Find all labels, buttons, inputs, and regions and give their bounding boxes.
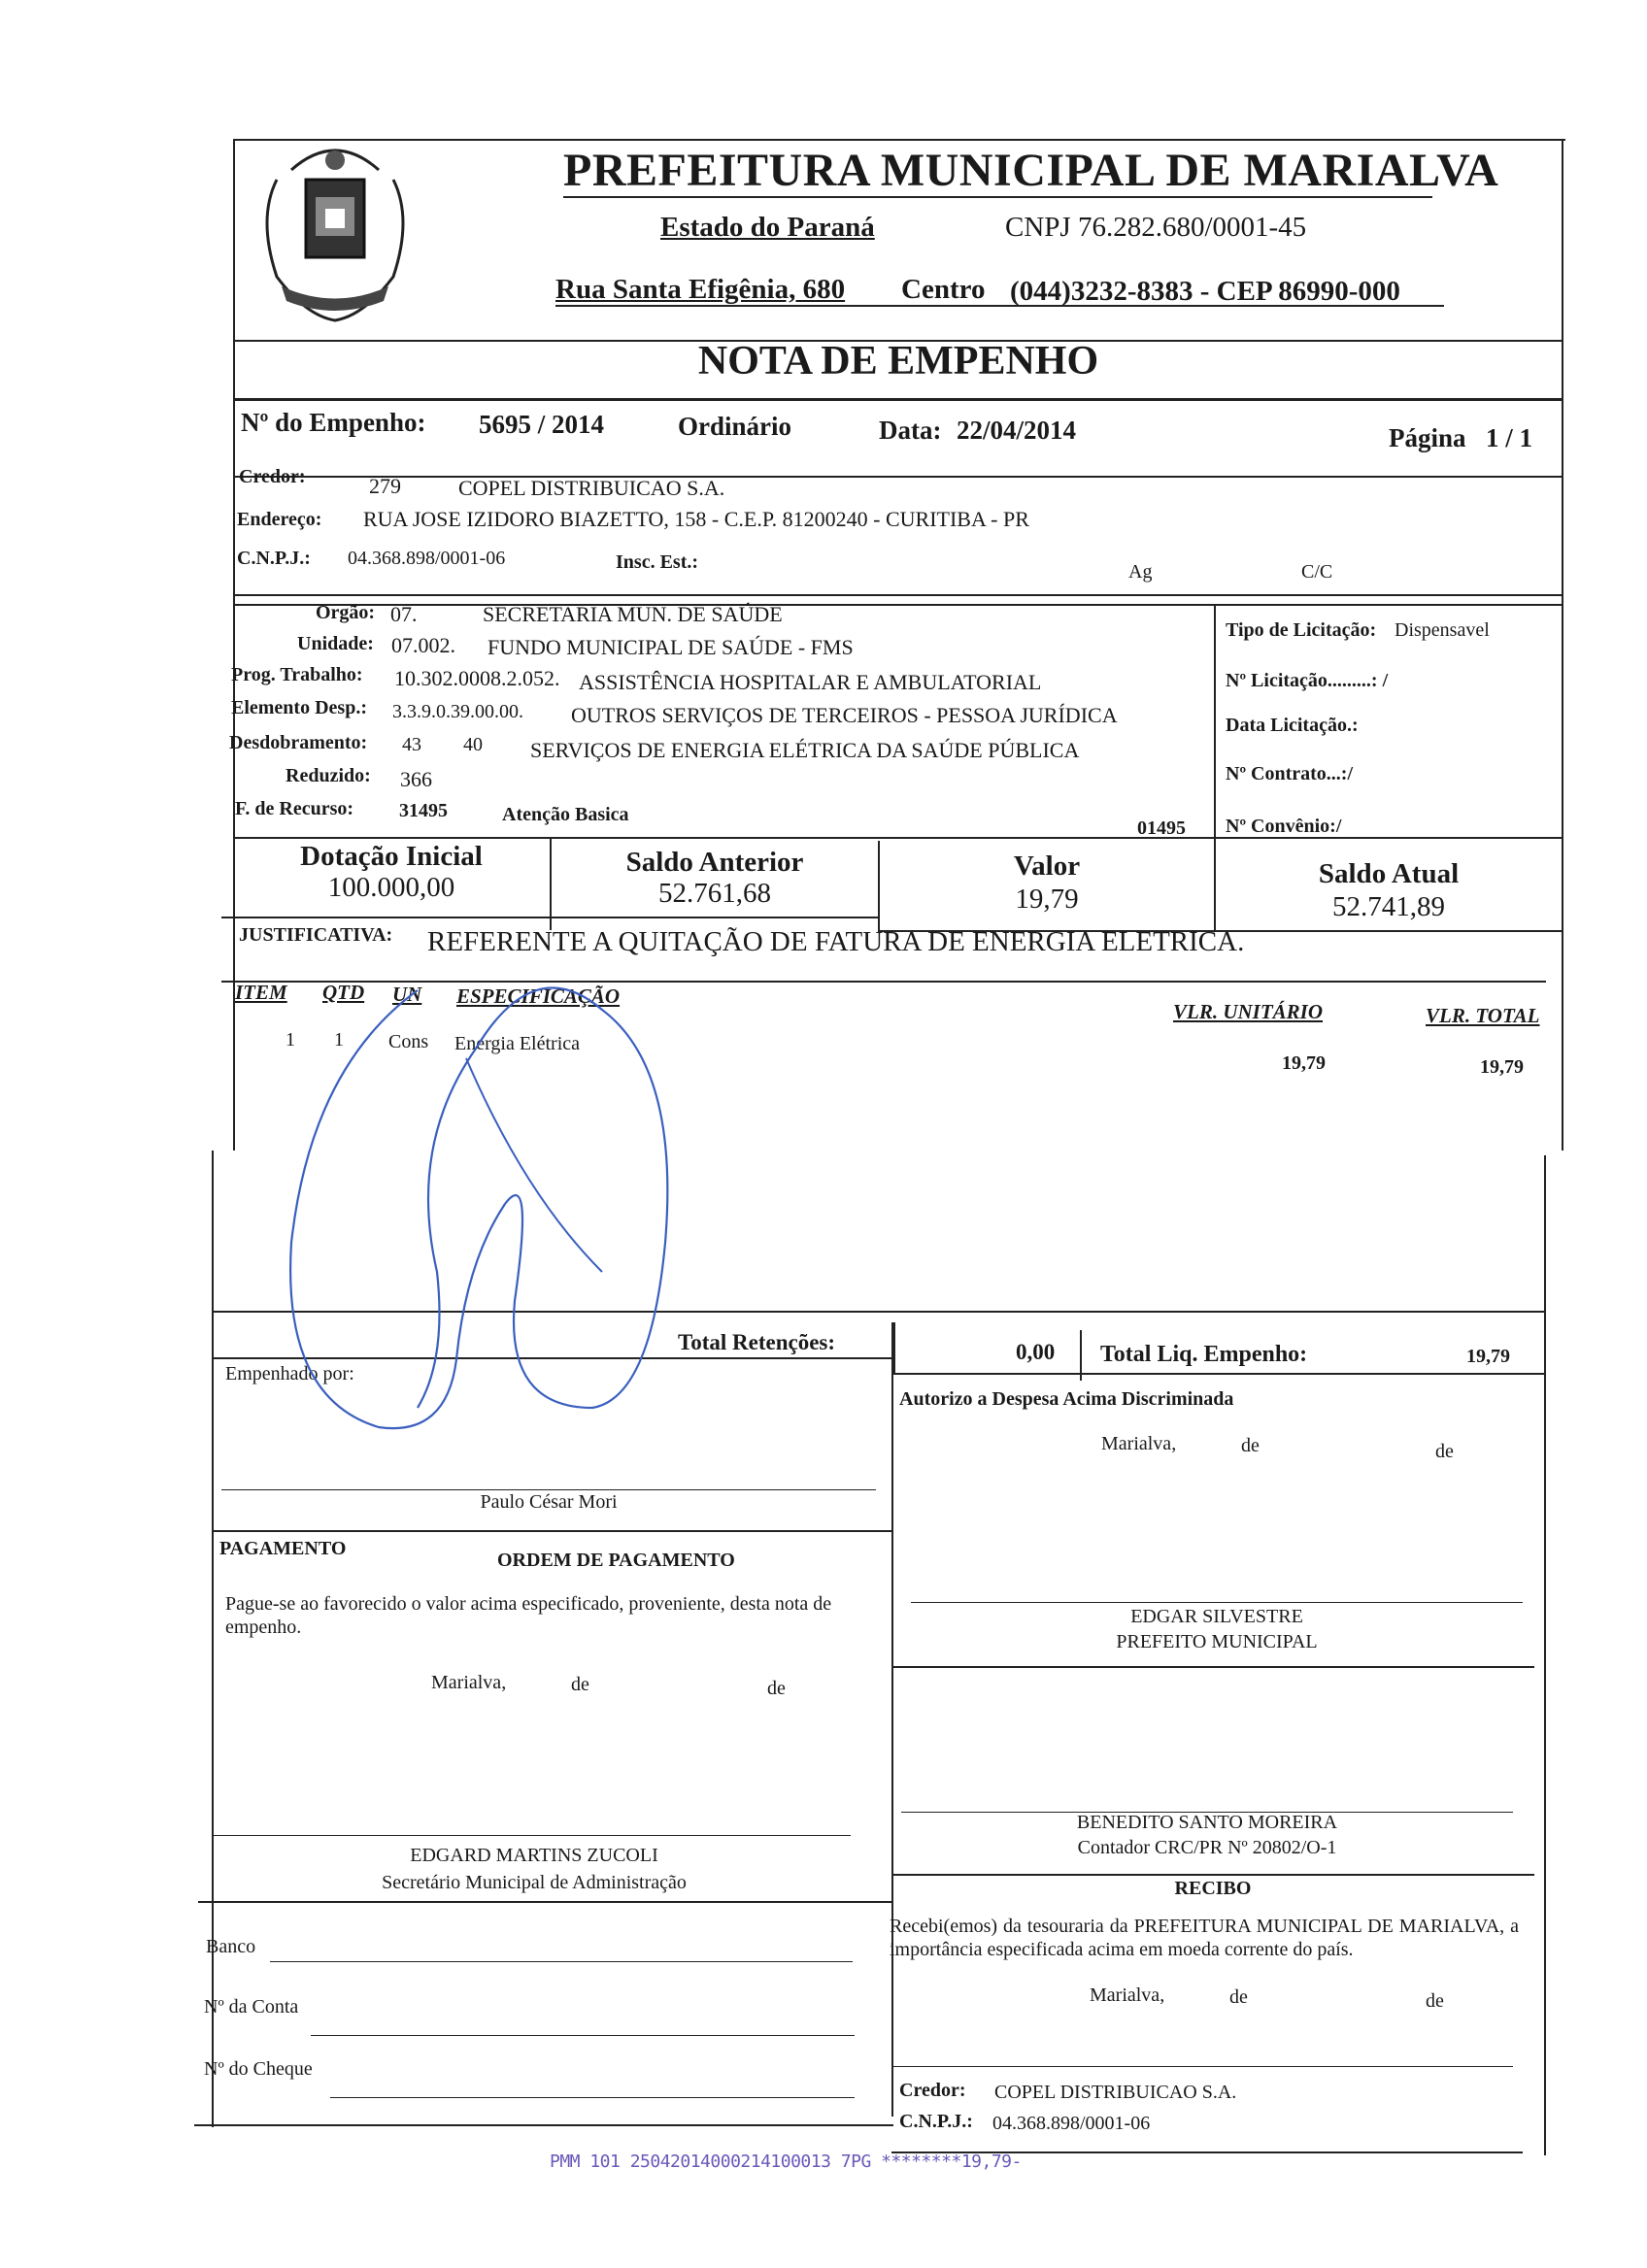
retencoes-label: Total Retenções: bbox=[678, 1330, 836, 1354]
desdobramento-code1: 43 bbox=[402, 734, 421, 755]
org-title: PREFEITURA MUNICIPAL DE MARIALVA bbox=[563, 145, 1499, 196]
credor-name: COPEL DISTRIBUICAO S.A. bbox=[458, 476, 725, 500]
pag-marialva: Marialva, bbox=[431, 1672, 507, 1693]
bottom-rule-left bbox=[194, 2124, 893, 2126]
address-underline bbox=[555, 305, 1444, 307]
state-name: Estado do Paraná bbox=[660, 212, 875, 243]
unidade-name: FUNDO MUNICIPAL DE SAÚDE - FMS bbox=[487, 635, 854, 659]
valor-value: 19,79 bbox=[1015, 884, 1079, 915]
elemento-code: 3.3.9.0.39.00.00. bbox=[392, 701, 523, 722]
signer-2-role: Secretário Municipal de Administração bbox=[382, 1872, 687, 1893]
col-un-header: UN bbox=[392, 983, 422, 1006]
elemento-label: Elemento Desp.: bbox=[231, 697, 367, 718]
conta-line[interactable] bbox=[311, 2035, 855, 2036]
desdobramento-code2: 40 bbox=[463, 734, 483, 755]
credor-code: 279 bbox=[369, 474, 401, 498]
document-title: NOTA DE EMPENHO bbox=[697, 339, 1099, 384]
recibo-text: Recebi(emos) da tesouraria da PREFEITURA MUNICIPAL DE MARIALVA, a importância especificada acima em moeda corrente do país. bbox=[890, 1916, 1519, 1960]
empenho-date: 22/04/2014 bbox=[957, 416, 1077, 445]
contador-name: BENEDITO SANTO MOREIRA bbox=[1076, 1812, 1338, 1833]
org-cnpj: CNPJ 76.282.680/0001-45 bbox=[1005, 212, 1307, 243]
signature-line-1 bbox=[221, 1489, 876, 1490]
title-bottom-rule bbox=[233, 398, 1563, 401]
pagamento-label: PAGAMENTO bbox=[219, 1538, 347, 1559]
empenho-number-label: Nº do Empenho: bbox=[241, 408, 426, 437]
licitacao-tipo: Dispensavel bbox=[1395, 619, 1490, 641]
contrato-number: Nº Contrato...:/ bbox=[1226, 763, 1354, 784]
item-qtd: 1 bbox=[334, 1029, 344, 1051]
licitacao-number: Nº Licitação.........: / bbox=[1226, 670, 1389, 691]
cheque-line[interactable] bbox=[330, 2097, 855, 2098]
empenhado-por-label: Empenhado por: bbox=[225, 1363, 354, 1384]
liquido-value: 19,79 bbox=[1466, 1346, 1510, 1367]
ordem-pagamento-label: ORDEM DE PAGAMENTO bbox=[497, 1550, 735, 1571]
aut-marialva: Marialva, bbox=[1101, 1433, 1177, 1454]
col-total-header: VLR. TOTAL bbox=[1426, 1004, 1540, 1027]
saldos-bottom-rule-left bbox=[221, 917, 880, 918]
credor-bottom-rule bbox=[233, 594, 1563, 596]
rec-de-1: de bbox=[1229, 1986, 1248, 2008]
prog-label: Prog. Trabalho: bbox=[231, 664, 363, 685]
banco-line[interactable] bbox=[270, 1961, 853, 1962]
recurso-code: 31495 bbox=[399, 800, 448, 821]
empenho-date-label: Data: bbox=[879, 416, 942, 445]
saldo-atual-label: Saldo Atual bbox=[1318, 858, 1460, 889]
licitacao-tipo-label: Tipo de Licitação: bbox=[1226, 619, 1377, 641]
credor-cnpj: 04.368.898/0001-06 bbox=[348, 548, 506, 569]
recibo-credor-name: COPEL DISTRIBUICAO S.A. bbox=[994, 2082, 1237, 2103]
totals-bottom-rule-left bbox=[212, 1357, 891, 1359]
orgao-code: 07. bbox=[390, 602, 418, 626]
valor-label: Valor bbox=[1013, 850, 1081, 882]
banco-top-rule bbox=[198, 1901, 891, 1903]
page-number: 1 / 1 bbox=[1486, 423, 1533, 452]
prog-name: ASSISTÊNCIA HOSPITALAR E AMBULATORIAL bbox=[579, 670, 1042, 694]
licitacao-date: Data Licitação.: bbox=[1226, 715, 1359, 736]
header-right-rule bbox=[1562, 139, 1563, 1151]
totals-top-rule bbox=[212, 1311, 1544, 1313]
credor-label: Credor: bbox=[239, 466, 306, 487]
municipal-crest-logo bbox=[238, 121, 432, 330]
contador-role: Contador CRC/PR Nº 20802/O-1 bbox=[1077, 1837, 1337, 1858]
page-label: Página bbox=[1389, 423, 1466, 452]
saldos-top-rule bbox=[233, 837, 1563, 839]
pag-de-2: de bbox=[767, 1678, 786, 1699]
signature-line-5 bbox=[891, 2066, 1513, 2067]
signer-1-name: Paulo César Mori bbox=[480, 1491, 618, 1513]
aut-de-2: de bbox=[1435, 1441, 1454, 1462]
aut-de-1: de bbox=[1241, 1435, 1260, 1456]
signer-2-name: EDGARD MARTINS ZUCOLI bbox=[410, 1845, 658, 1866]
pague-se-text: Pague-se ao favorecido o valor acima especificado, proveniente, desta nota de empenho. bbox=[225, 1593, 832, 1638]
justificativa-text: REFERENTE A QUITAÇÃO DE FATURA DE ENERGIA ELETRICA. bbox=[427, 926, 1245, 957]
pag-de-1: de bbox=[571, 1674, 589, 1695]
lower-right-rule bbox=[1544, 1155, 1546, 2155]
rec-marialva: Marialva, bbox=[1090, 1984, 1165, 2006]
convenio-number: Nº Convênio:/ bbox=[1226, 816, 1342, 837]
recibo-cnpj: 04.368.898/0001-06 bbox=[992, 2113, 1151, 2134]
recibo-title: RECIBO bbox=[1174, 1878, 1252, 1899]
retencoes-value: 0,00 bbox=[1016, 1340, 1056, 1364]
saldo-atual-value: 52.741,89 bbox=[1332, 891, 1445, 922]
col-qtd-header: QTD bbox=[322, 981, 365, 1004]
conta-label: Nº da Conta bbox=[204, 1996, 299, 2018]
totals-bottom-rule-right bbox=[893, 1373, 1544, 1375]
reduzido-code: 366 bbox=[400, 767, 432, 791]
prefeito-name: EDGAR SILVESTRE bbox=[1130, 1606, 1303, 1627]
empenho-type: Ordinário bbox=[678, 412, 792, 441]
org-title-underline bbox=[563, 196, 1432, 198]
dotacao-top-rule bbox=[233, 604, 1563, 606]
credor-address: RUA JOSE IZIDORO BIAZETTO, 158 - C.E.P. 81200240 - CURITIBA - PR bbox=[363, 507, 1029, 531]
liquido-label: Total Liq. Empenho: bbox=[1100, 1342, 1308, 1367]
recurso-name: Atenção Basica bbox=[502, 804, 629, 825]
contador-top-rule bbox=[891, 1666, 1534, 1668]
col-item-header: ITEM bbox=[235, 981, 287, 1004]
center-divider bbox=[891, 1322, 893, 2117]
item-un: Cons bbox=[388, 1031, 429, 1052]
recibo-top-rule bbox=[891, 1874, 1534, 1876]
empenho-number: 5695 / 2014 bbox=[479, 410, 605, 439]
reduzido-label: Reduzido: bbox=[286, 765, 371, 786]
cheque-label: Nº do Cheque bbox=[204, 2058, 313, 2080]
col-unit-header: VLR. UNITÁRIO bbox=[1173, 1000, 1324, 1023]
dotacao-inicial-label: Dotação Inicial bbox=[300, 841, 483, 872]
item-number: 1 bbox=[286, 1029, 295, 1051]
cnpj-label: C.N.P.J.: bbox=[237, 548, 311, 569]
unidade-label: Unidade: bbox=[297, 633, 374, 654]
saldo-anterior-label: Saldo Anterior bbox=[625, 847, 804, 878]
org-district: Centro bbox=[901, 274, 986, 305]
prog-code: 10.302.0008.2.052. bbox=[394, 666, 560, 690]
recurso-extra: 01495 bbox=[1137, 817, 1186, 839]
recibo-credor-label: Credor: bbox=[899, 2080, 966, 2101]
justificativa-label: JUSTIFICATIVA: bbox=[239, 924, 393, 946]
lower-left-rule bbox=[212, 1151, 214, 2127]
address-label: Endereço: bbox=[237, 509, 322, 530]
insc-est-label: Insc. Est.: bbox=[616, 551, 699, 573]
saldo-anterior-value: 52.761,68 bbox=[658, 878, 771, 909]
item-unit-value: 19,79 bbox=[1282, 1052, 1326, 1074]
desdobramento-label: Desdobramento: bbox=[229, 732, 368, 753]
rec-de-2: de bbox=[1426, 1990, 1444, 2012]
ag-label: Ag bbox=[1128, 561, 1153, 583]
dotacao-inicial-value: 100.000,00 bbox=[327, 872, 455, 903]
desdobramento-name: SERVIÇOS DE ENERGIA ELÉTRICA DA SAÚDE PÚBLICA bbox=[530, 738, 1080, 762]
cc-label: C/C bbox=[1301, 561, 1333, 583]
signature-line-3 bbox=[911, 1602, 1523, 1603]
prefeito-role: PREFEITO MUNICIPAL bbox=[1116, 1631, 1318, 1652]
org-address: Rua Santa Efigênia, 680 bbox=[555, 274, 846, 305]
elemento-name: OUTROS SERVIÇOS DE TERCEIROS - PESSOA JURÍDICA bbox=[571, 703, 1118, 727]
col-spec-header: ESPECIFICAÇÃO bbox=[456, 984, 621, 1008]
recibo-cnpj-label: C.N.P.J.: bbox=[899, 2111, 973, 2132]
org-phone-cep: (044)3232-8383 - CEP 86990-000 bbox=[1010, 276, 1400, 307]
header-top-rule bbox=[233, 139, 1565, 141]
credor-top-rule bbox=[233, 476, 1563, 478]
item-total-value: 19,79 bbox=[1480, 1056, 1524, 1078]
recurso-label: F. de Recurso: bbox=[235, 798, 354, 819]
machine-auth-stamp: PMM 101 25042014000214100013 7PG ********19,79- bbox=[550, 2151, 1022, 2172]
banco-label: Banco bbox=[206, 1936, 256, 1957]
orgao-name: SECRETARIA MUN. DE SAÚDE bbox=[483, 602, 783, 626]
autorizo-label: Autorizo a Despesa Acima Discriminada bbox=[899, 1388, 1234, 1410]
orgao-label: Orgão: bbox=[316, 602, 376, 623]
unidade-code: 07.002. bbox=[391, 633, 455, 657]
signature-line-2 bbox=[214, 1835, 851, 1836]
pagamento-top-rule bbox=[212, 1530, 891, 1532]
item-spec: Energia Elétrica bbox=[454, 1033, 581, 1054]
totals-div1 bbox=[893, 1322, 895, 1373]
